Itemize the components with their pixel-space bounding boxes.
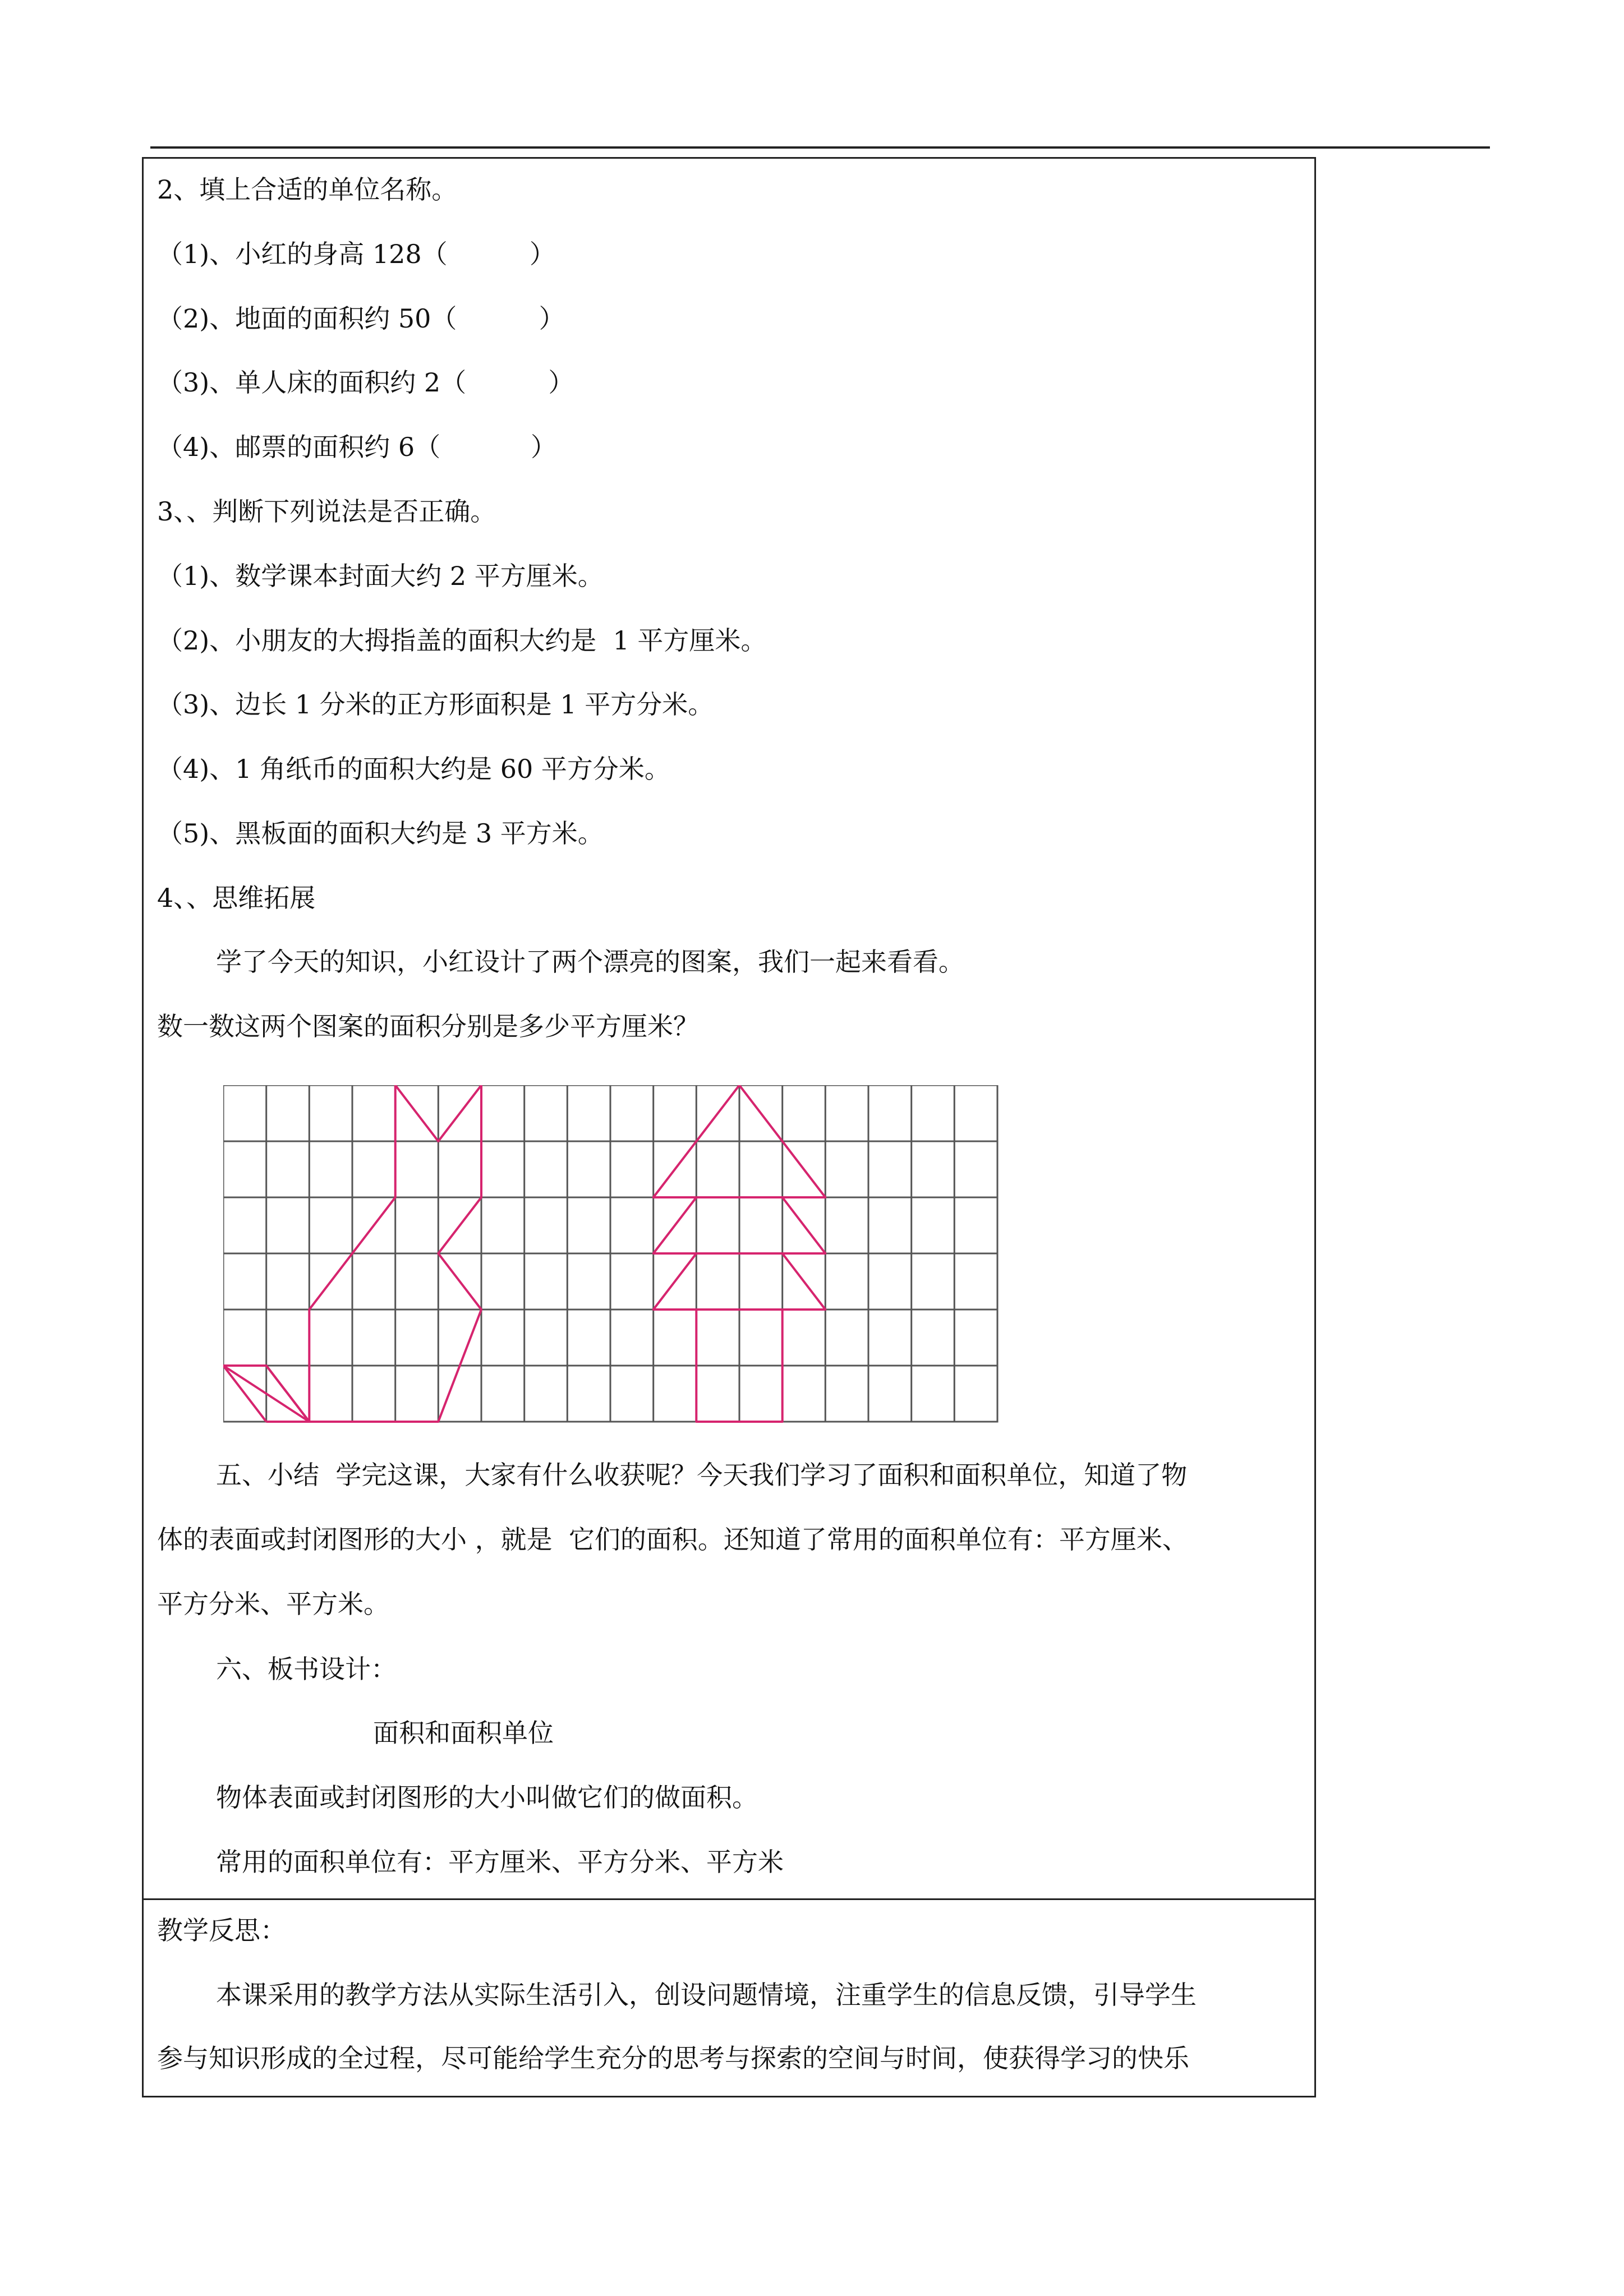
q2-item-2: （2)、地面的面积约 50（ ） — [157, 303, 565, 334]
summary-line-2: 体的表面或封闭图形的大小 ，就是 它们的面积。还知道了常用的面积单位有：平方厘米、 — [157, 1524, 1188, 1555]
q2-item-3: （3)、单人床的面积约 2（ ） — [157, 367, 574, 398]
q2-item-1: （1)、小红的身高 128（ ） — [157, 239, 555, 269]
q3-item-4: （4)、1 角纸币的面积大约是 60 平方分米。 — [157, 754, 670, 784]
summary-line-3: 平方分米、平方米。 — [157, 1589, 389, 1619]
board-line-1: 物体表面或封闭图形的大小叫做它们的做面积。 — [216, 1782, 758, 1813]
q3-item-5: （5)、黑板面的面积大约是 3 平方米。 — [157, 818, 604, 849]
q3-item-1: （1)、数学课本封面大约 2 平方厘米。 — [157, 561, 604, 591]
board-line-2: 常用的面积单位有：平方厘米、平方分米、平方米 — [216, 1847, 784, 1877]
summary-line-1: 五、小结 学完这课，大家有什么收获呢？今天我们学习了面积和面积单位，知道了物 — [216, 1460, 1188, 1490]
header-rule — [150, 146, 1490, 149]
board-heading: 六、板书设计： — [216, 1654, 397, 1684]
board-title: 面积和面积单位 — [373, 1718, 554, 1748]
q4-intro: 学了今天的知识，小红设计了两个漂亮的图案，我们一起来看看。 — [216, 947, 964, 977]
q4-question: 数一数这两个图案的面积分别是多少平方厘米？ — [157, 1011, 699, 1041]
reflection-line-2: 参与知识形成的全过程，尽可能给学生充分的思考与探索的空间与时间，使获得学习的快乐 — [157, 2043, 1189, 2073]
q3-title: 3、、判断下列说法是否正确。 — [157, 496, 496, 527]
table-row-divider — [142, 1898, 1316, 1900]
square-grid — [223, 1085, 997, 1422]
q2-title: 2、填上合适的单位名称。 — [157, 174, 458, 205]
q3-item-3: （3)、边长 1 分米的正方形面积是 1 平方分米。 — [157, 689, 714, 720]
q2-item-4: （4)、邮票的面积约 6（ ） — [157, 432, 556, 462]
reflection-heading: 教学反思： — [157, 1915, 286, 1945]
grid-pattern-figure — [223, 1085, 1003, 1427]
reflection-line-1: 本课采用的教学方法从实际生活引入，创设问题情境，注重学生的信息反馈，引导学生 — [216, 1980, 1197, 2010]
q4-title: 4、、思维拓展 — [157, 883, 316, 913]
q3-item-2: （2)、小朋友的大拇指盖的面积大约是 1 平方厘米。 — [157, 625, 767, 656]
